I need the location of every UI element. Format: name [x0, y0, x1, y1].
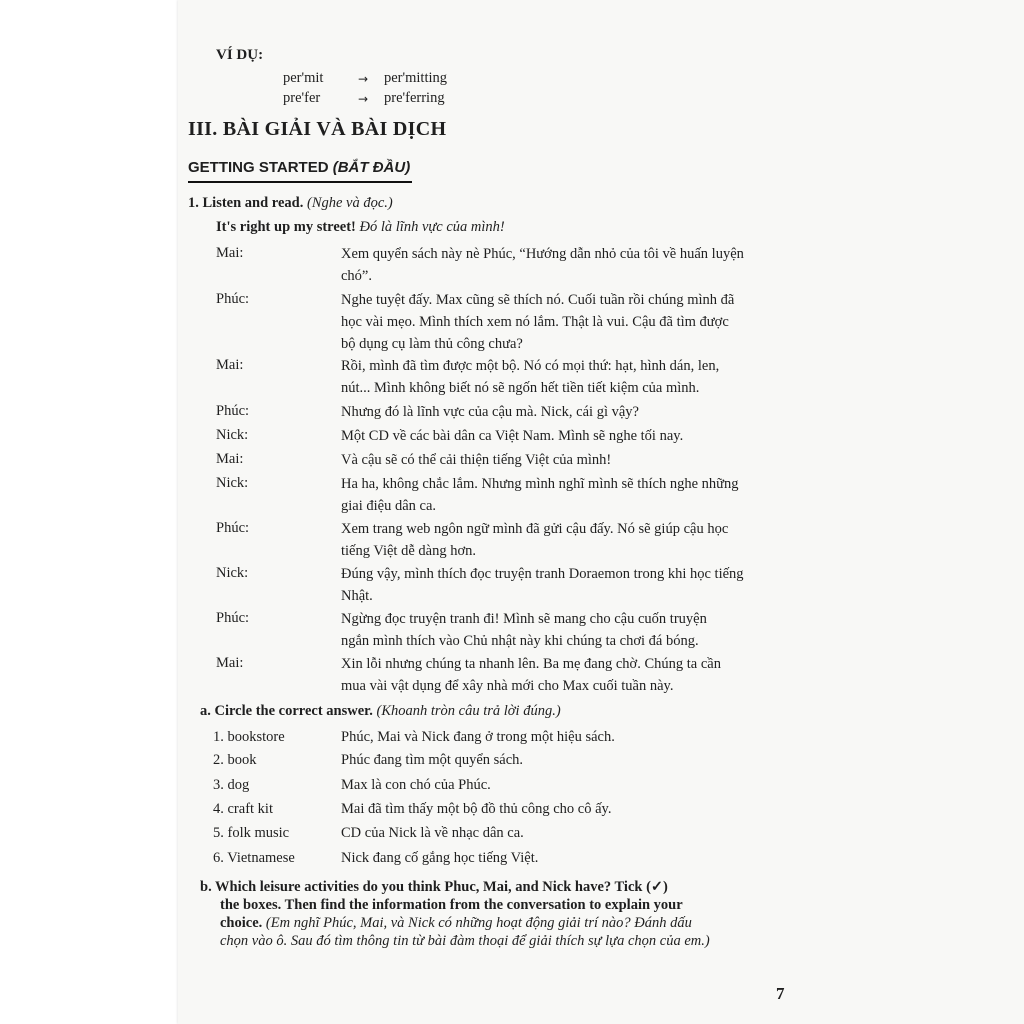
book-page: [178, 0, 1024, 1024]
part-a-vi: (Khoanh tròn câu trả lời đúng.): [376, 703, 561, 719]
line: Xem quyển sách này nè Phúc, “Hướng dẫn nhỏ của tôi về huấn luyện: [341, 246, 744, 262]
subsection-en: GETTING STARTED: [188, 159, 329, 176]
dialogue-speaker: Mai:: [216, 357, 244, 373]
subsection-underline: [188, 181, 412, 183]
answer-label: 5. folk music: [213, 825, 290, 841]
part-b-line-1: b. Which leisure activities do you think Phuc, Mai, and Nick have? Tick (✓): [200, 879, 668, 895]
part-b-vi-1: (Em nghĩ Phúc, Mai, và Nick có những hoạt động giải trí nào? Đánh dấu: [265, 915, 692, 931]
dialogue-line: [341, 243, 841, 287]
answer-label: 1. bookstore: [213, 729, 285, 745]
dialogue-speaker: Phúc:: [216, 403, 250, 419]
line: Xin lỗi nhưng chúng ta nhanh lên. Ba mẹ đang chờ. Chúng ta cần: [341, 656, 721, 672]
example-base-1: per'mit: [283, 70, 324, 86]
part-a-title: [200, 703, 561, 720]
line: ngắn mình thích vào Chủ nhật này khi chúng ta chơi đá bóng.: [341, 633, 699, 649]
exercise-1-en: 1. Listen and read.: [188, 195, 304, 211]
dialogue-line: [341, 608, 841, 652]
subsection-title: [188, 159, 410, 176]
heading-en: It's right up my street!: [216, 219, 356, 235]
line: mua vài vật dụng để xây nhà mới cho Max cuối tuần này.: [341, 678, 674, 694]
dialogue-line: [341, 473, 841, 517]
example-result-2: pre'ferring: [384, 90, 445, 106]
dialogue-line: [341, 401, 841, 423]
answer-text: Phúc, Mai và Nick đang ở trong một hiệu sách.: [341, 729, 615, 745]
line: Và cậu sẽ có thể cải thiện tiếng Việt của mình!: [341, 452, 612, 468]
dialogue-speaker: Phúc:: [216, 520, 250, 536]
dialogue-line: [341, 425, 841, 447]
dialogue-speaker: Nick:: [216, 565, 249, 581]
answer-label: 3. dog: [213, 777, 250, 793]
heading-vi: Đó là lĩnh vực của mình!: [359, 219, 505, 235]
answer-text: Mai đã tìm thấy một bộ đồ thủ công cho cô ấy.: [341, 801, 612, 817]
exercise-1-title: [188, 195, 393, 212]
answer-text: Nick đang cố gắng học tiếng Việt.: [341, 850, 539, 866]
example-base-2: pre'fer: [283, 90, 321, 106]
line: Ha ha, không chắc lắm. Nhưng mình nghĩ mình sẽ thích nghe những: [341, 476, 739, 492]
dialogue-line: [341, 518, 841, 562]
dialogue-line: [341, 289, 841, 355]
line: Nhưng đó là lĩnh vực của cậu mà. Nick, cái gì vậy?: [341, 404, 639, 420]
arrow-icon: →: [358, 92, 369, 106]
arrow-icon: →: [358, 72, 369, 86]
dialogue-speaker: Mai:: [216, 451, 244, 467]
line: giai điệu dân ca.: [341, 498, 437, 514]
dialogue-speaker: Phúc:: [216, 291, 250, 307]
answer-text: Phúc đang tìm một quyển sách.: [341, 752, 524, 768]
part-b-choice: choice.: [220, 915, 263, 931]
line: tiếng Việt dễ dàng hơn.: [341, 543, 476, 559]
line: Nghe tuyệt đấy. Max cũng sẽ thích nó. Cuối tuần rồi chúng mình đã: [341, 292, 735, 308]
dialogue-line: [341, 653, 841, 697]
answer-text: Max là con chó của Phúc.: [341, 777, 491, 793]
line: Xem trang web ngôn ngữ mình đã gửi cậu đấy. Nó sẽ giúp cậu học: [341, 521, 729, 537]
line: nút... Mình không biết nó sẽ ngốn hết tiền tiết kiệm của mình.: [341, 380, 700, 396]
line: học vài mẹo. Mình thích xem nó lắm. Thật là vui. Cậu đã tìm được: [341, 314, 729, 330]
dialogue-line: [341, 355, 841, 399]
exercise-1-heading: [216, 219, 505, 236]
line: Nhật.: [341, 588, 373, 604]
dialogue-speaker: Nick:: [216, 475, 249, 491]
dialogue-speaker: Mai:: [216, 655, 244, 671]
dialogue-speaker: Phúc:: [216, 610, 250, 626]
exercise-1-vi: (Nghe và đọc.): [306, 195, 393, 211]
line: Rồi, mình đã tìm được một bộ. Nó có mọi thứ: hạt, hình dán, len,: [341, 358, 720, 374]
answer-label: 6. Vietnamese: [213, 850, 295, 866]
part-a-en: a. Circle the correct answer.: [200, 703, 373, 719]
example-label: VÍ DỤ:: [216, 47, 264, 63]
line: bộ dụng cụ làm thủ công chưa?: [341, 336, 523, 352]
line: Ngừng đọc truyện tranh đi! Mình sẽ mang cho cậu cuốn truyện: [341, 611, 707, 627]
line: Đúng vậy, mình thích đọc truyện tranh Doraemon trong khi học tiếng: [341, 566, 744, 582]
answer-text: CD của Nick là về nhạc dân ca.: [341, 825, 524, 841]
dialogue-line: [341, 563, 841, 607]
section-title: III. BÀI GIẢI VÀ BÀI DỊCH: [188, 118, 447, 140]
example-result-1: per'mitting: [384, 70, 448, 86]
line: Một CD về các bài dân ca Việt Nam. Mình sẽ nghe tối nay.: [341, 428, 684, 444]
answer-label: 2. book: [213, 752, 257, 768]
part-b-line-3: [220, 915, 692, 932]
dialogue-speaker: Mai:: [216, 245, 244, 261]
page-number: 7: [776, 984, 785, 1003]
answer-label: 4. craft kit: [213, 801, 273, 817]
part-b-line-4: chọn vào ô. Sau đó tìm thông tin từ bài đàm thoại để giải thích sự lựa chọn của em.): [220, 933, 710, 949]
dialogue-speaker: Nick:: [216, 427, 249, 443]
subsection-vi: (BẮT ĐẦU): [332, 159, 411, 176]
dialogue-line: [341, 449, 841, 471]
part-b-line-2: the boxes. Then find the information from the conversation to explain your: [220, 897, 683, 913]
line: chó”.: [341, 268, 372, 284]
